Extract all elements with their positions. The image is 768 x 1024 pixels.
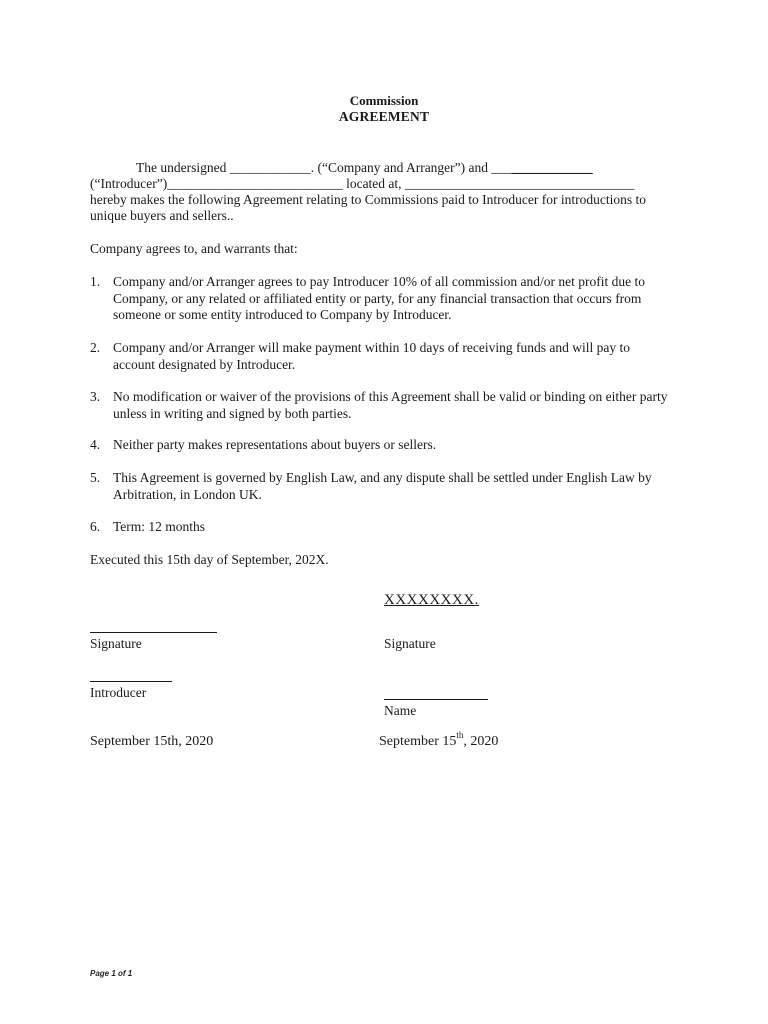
list-item-text: No modification or waiver of the provisions of this Agreement shall be valid or binding on either party unless in writing and signed by both parties. [113,389,668,421]
executed-statement: Executed this 15th day of September, 202X. [90,552,329,567]
list-item-text: Company and/or Arranger will make payment within 10 days of receiving funds and will pay to account designated by Introducer. [113,340,631,372]
list-item-number: 4. [90,437,101,452]
list-item-number: 3. [90,389,101,404]
company-name-line [384,699,488,700]
document-title-line2: AGREEMENT [338,109,430,124]
list-item-text: Company and/or Arranger agrees to pay Introducer 10% of all commission and/or net profit due to Company, or any related or affiliated entity or party, for any financial transaction that occurs from someone or some entity introduced to Company by Introducer. [113,274,645,322]
list-item-text: This Agreement is governed by English Law, and any dispute shall be settled under English Law by Arbitration, in London UK. [113,470,652,502]
company-signature-label: Signature [384,636,436,651]
company-date-prefix: September 15 [379,734,457,749]
intro-line-1-blank: ____________ [511,160,593,175]
page-number-footer: Page 1 of 1 [90,969,133,978]
document-title-line1: Commission [349,93,419,108]
list-item-number: 1. [90,274,101,289]
introducer-label: Introducer [90,685,147,700]
intro-line-4: unique buyers and sellers.. [90,208,234,223]
introducer-date: September 15th, 2020 [90,734,214,749]
intro-line-1 [136,160,593,177]
list-item-number: 6. [90,519,101,534]
list-item-text: Term: 12 months [113,519,206,534]
company-name-label: Name [384,703,417,718]
intro-line-2: (“Introducer”)__________________________ located at, __________________________________ [90,176,635,191]
company-date-suffix: , 2020 [463,734,499,749]
list-item-number: 5. [90,470,101,485]
warrants-heading: Company agrees to, and warrants that: [90,241,298,256]
intro-line-1-text: The undersigned ____________. (“Company and Arranger”) and ___ [136,160,512,175]
list-item-text: Neither party makes representations about buyers or sellers. [113,437,437,452]
introducer-signature-line [90,632,217,633]
introducer-signature-label: Signature [90,636,142,651]
intro-line-3: hereby makes the following Agreement relating to Commissions paid to Introducer for introductions to [90,192,647,207]
company-date-ordinal: th [456,730,464,741]
list-item-number: 2. [90,340,101,355]
introducer-name-line [90,681,172,682]
company-name: XXXXXXXX. [384,592,479,608]
company-date [379,730,499,751]
